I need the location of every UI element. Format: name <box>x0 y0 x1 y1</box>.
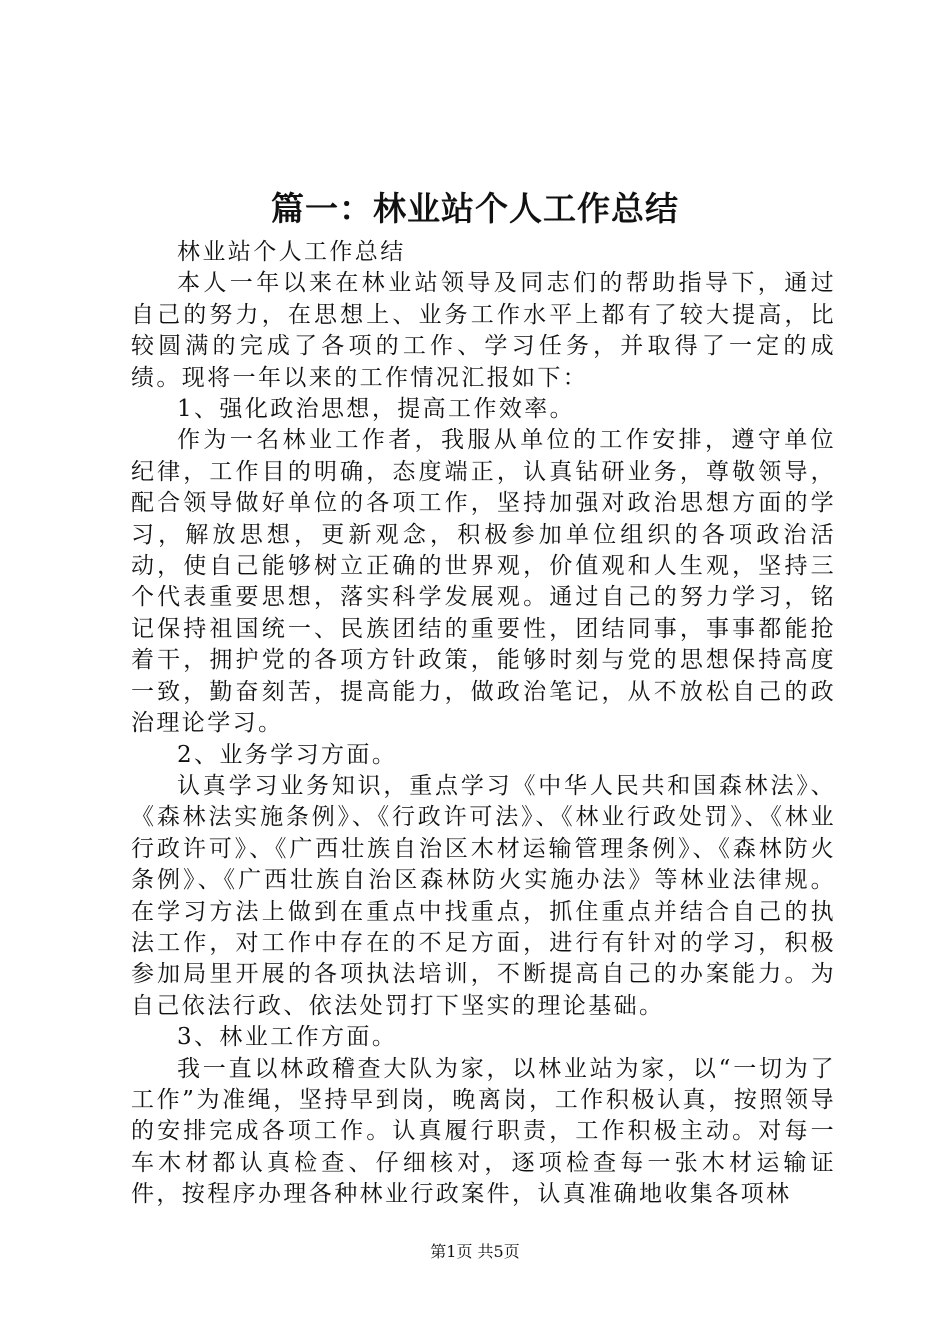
section-paragraph-3: 我一直以林政稽查大队为家，以林业站为家，以“一切为了工作”为准绳，坚持早到岗，晚离岗，工作积极认真，按照领导的安排完成各项工作。认真履行职责，工作积极主动。对每一车木材都认真检查、仔细核对，逐项检查每一张木材运输证件，按程序办理各种林业行政案件，认真准确地收集各项林 <box>131 1055 836 1208</box>
section-heading-1: 1、强化政治思想，提高工作效率。 <box>177 396 576 423</box>
intro-paragraph: 本人一年以来在林业站领导及同志们的帮助指导下，通过自己的努力，在思想上、业务工作水平上都有了较大提高，比较圆满的完成了各项的工作、学习任务，并取得了一定的成绩。现将一年以来的工作情况汇报如下： <box>131 270 836 391</box>
document-body <box>131 237 836 1211</box>
section-heading-2: 2、业务学习方面。 <box>177 741 398 768</box>
section-heading-3: 3、林业工作方面。 <box>177 1024 398 1051</box>
document-title: 篇一：林业站个人工作总结 <box>271 189 679 228</box>
page-number-footer: 第1页 共5页 <box>430 1242 520 1261</box>
section-paragraph-2: 认真学习业务知识，重点学习《中华人民共和国森林法》、《森林法实施条例》、《行政许可法》、《林业行政处罚》、《林业行政许可》、《广西壮族自治区木材运输管理条例》、《森林防火条例》、《广西壮族自治区森林防火实施办法》等林业法律规。在学习方法上做到在重点中找重点，抓住重点并结合自己的执法工作，对工作中存在的不足方面，进行有针对的学习，积极参加局里开展的各项执法培训，不断提高自己的办案能力。为自己依法行政、依法处罚打下坚实的理论基础。 <box>131 772 836 1019</box>
section-paragraph-1: 作为一名林业工作者，我服从单位的工作安排，遵守单位纪律，工作目的明确，态度端正，认真钻研业务，尊敬领导，配合领导做好单位的各项工作，坚持加强对政治思想方面的学习，解放思想，更新观念，积极参加单位组织的各项政治活动，使自己能够树立正确的世界观，价值观和人生观，坚持三个代表重要思想，落实科学发展观。通过自己的努力学习，铭记保持祖国统一、民族团结的重要性，团结同事，事事都能抢着干，拥护党的各项方针政策，能够时刻与党的思想保持高度一致，勤奋刻苦，提高能力，做政治笔记，从不放松自己的政治理论学习。 <box>131 427 836 737</box>
subtitle-paragraph: 林业站个人工作总结 <box>177 239 406 265</box>
